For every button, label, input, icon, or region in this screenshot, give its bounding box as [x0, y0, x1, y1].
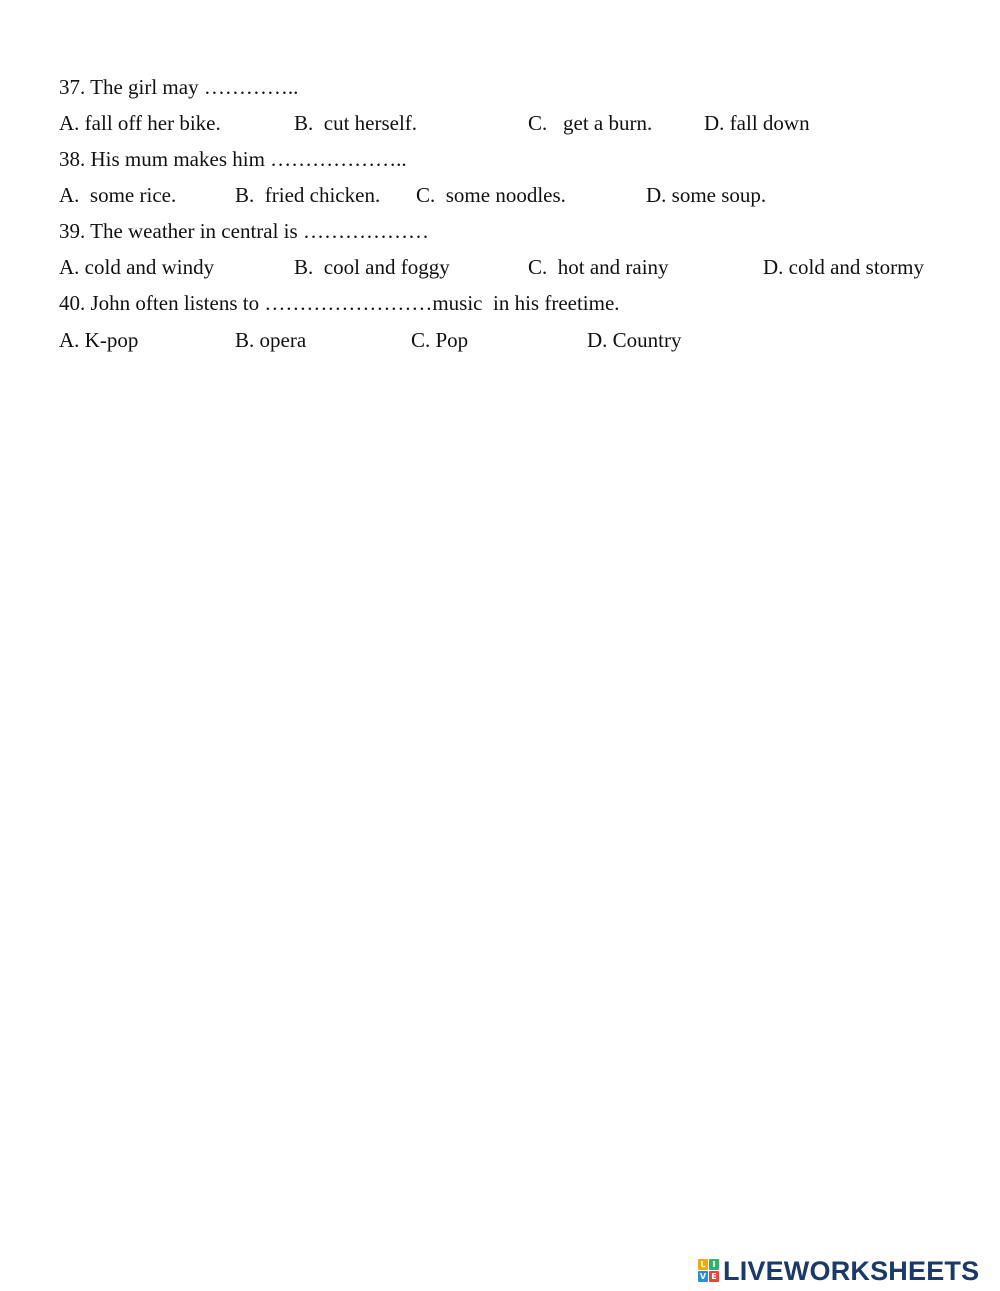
logo-tile-i: I	[709, 1259, 719, 1270]
question-38-option-c[interactable]: C. some noodles.	[416, 183, 566, 207]
question-40-option-a[interactable]: A. K-pop	[59, 328, 139, 352]
question-38-options	[0, 183, 1000, 207]
logo-tile-v: V	[699, 1272, 707, 1281]
question-40-options	[0, 328, 1000, 352]
question-39-stem: 39. The weather in central is ………………	[59, 219, 429, 243]
question-38-option-d[interactable]: D. some soup.	[646, 183, 767, 207]
question-40-option-b[interactable]: B. opera	[235, 328, 307, 352]
question-37-option-c[interactable]: C. get a burn.	[528, 111, 653, 135]
question-38-option-b[interactable]: B. fried chicken.	[235, 183, 381, 207]
question-38-stem: 38. His mum makes him ………………..	[59, 147, 407, 171]
question-39-option-c[interactable]: C. hot and rainy	[528, 255, 669, 279]
question-39-options	[0, 255, 1000, 279]
liveworksheets-logo[interactable]	[698, 1257, 979, 1285]
question-39-option-d[interactable]: D. cold and stormy	[763, 255, 924, 279]
question-39-option-a[interactable]: A. cold and windy	[59, 255, 215, 279]
question-37-stem: 37. The girl may …………..	[59, 75, 299, 99]
logo-tile-l: L	[698, 1259, 708, 1270]
question-40-option-d[interactable]: D. Country	[587, 328, 682, 352]
question-37-option-b[interactable]: B. cut herself.	[294, 111, 418, 135]
logo-tile-e: E	[709, 1271, 719, 1282]
question-37-options	[0, 111, 1000, 135]
question-38-option-a[interactable]: A. some rice.	[59, 183, 177, 207]
liveworksheets-brand-text: LIVEWORKSHEETS	[723, 1256, 980, 1286]
question-37-option-a[interactable]: A. fall off her bike.	[59, 111, 221, 135]
question-40-stem: 40. John often listens to ……………………music in his freetime.	[59, 291, 620, 315]
question-40-option-c[interactable]: C. Pop	[411, 328, 469, 352]
question-39-option-b[interactable]: B. cool and foggy	[294, 255, 450, 279]
question-37-option-d[interactable]: D. fall down	[704, 111, 810, 135]
liveworksheets-logo-icon	[698, 1259, 720, 1283]
